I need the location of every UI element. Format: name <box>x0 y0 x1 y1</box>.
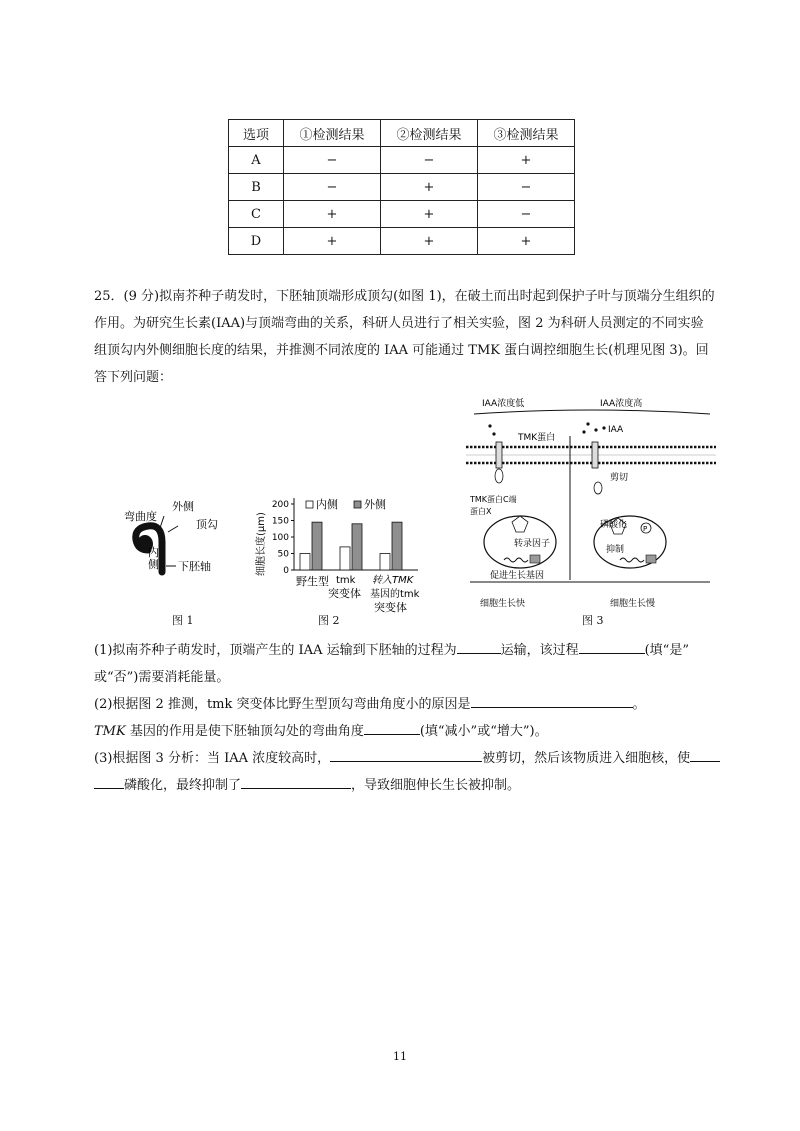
table-cell: + <box>478 147 575 174</box>
bar-inner <box>300 554 310 571</box>
sub-question-2-cont: TMK 基因的作用是使下胚轴顶勾处的弯曲角度 (填“减小”或“增大”)。 <box>94 718 734 745</box>
category-label: 转入TMK <box>372 575 414 586</box>
label-cterm: TMK蛋白C端 <box>470 495 517 504</box>
table-row <box>229 228 575 255</box>
sub-question-1: (1)拟南芥种子萌发时，顶端产生的 IAA 运输到下胚轴的过程为 运输，该过程 (填“是” <box>94 637 734 664</box>
label-hook: 顶勾 <box>196 518 218 531</box>
figure-1 <box>118 498 248 578</box>
label-promote: 促进生长基因 <box>490 571 545 581</box>
figure-2-caption: 图 2 <box>318 614 340 627</box>
label-phos: 磷酸化 <box>600 520 628 530</box>
table-cell: D <box>229 228 284 255</box>
table-cell: + <box>478 228 575 255</box>
options-table <box>228 119 575 255</box>
table-cell: + <box>284 201 381 228</box>
table-cell: C <box>229 201 284 228</box>
answer-blank[interactable] <box>579 639 645 654</box>
question-score: (9 分) <box>123 289 160 304</box>
question-number: 25． <box>94 289 124 304</box>
sub-question-3-cont: 磷酸化，最终抑制了 ，导致细胞伸长生长被抑制。 <box>94 772 734 799</box>
table-cell: + <box>284 228 381 255</box>
y-tick-label: 200 <box>271 500 289 510</box>
figure-3 <box>460 392 720 614</box>
legend-outer: 外侧 <box>364 498 386 511</box>
label-fast: 细胞生长快 <box>480 599 526 609</box>
answer-blank[interactable] <box>471 693 633 708</box>
bar-inner <box>380 554 390 571</box>
table-header-row <box>229 120 575 147</box>
table-cell: A <box>229 147 284 174</box>
table-cell: − <box>284 147 381 174</box>
y-ticks <box>272 500 294 576</box>
bar-outer <box>392 522 402 570</box>
category-label: 突变体 <box>374 601 407 614</box>
label-inner: 内 <box>148 546 159 559</box>
table-cell: − <box>381 147 478 174</box>
table-cell: + <box>381 201 478 228</box>
label-protx: 蛋白X <box>470 507 492 516</box>
y-tick-label: 0 <box>283 566 289 576</box>
category-label: 基因的tmk <box>370 589 420 600</box>
category-label: tmk <box>336 575 356 586</box>
bar-inner <box>340 547 350 570</box>
table-cell: − <box>478 174 575 201</box>
category-label: 突变体 <box>328 587 361 600</box>
stem-line: 组顶勾内外侧细胞长度的结果，并推测不同浓度的 IAA 可能通过 TMK 蛋白调控细胞生长(机理见图 3)。回 <box>94 343 709 358</box>
answer-blank[interactable] <box>457 639 501 654</box>
label-p: P <box>643 525 648 533</box>
category-label: 野生型 <box>296 575 329 588</box>
label-cut: 剪切 <box>610 473 629 483</box>
table-cell: B <box>229 174 284 201</box>
label-inner: 侧 <box>148 558 159 571</box>
table-row <box>229 201 575 228</box>
label-inhibit: 抑制 <box>606 545 625 555</box>
label-slow: 细胞生长慢 <box>610 599 656 609</box>
answer-blank[interactable] <box>330 747 482 762</box>
figure-2 <box>250 490 420 620</box>
table-cell: − <box>478 201 575 228</box>
stem-line: 拟南芥种子萌发时，下胚轴顶端形成顶勾(如图 1)，在破土而出时起到保护子叶与顶端分生组织的 <box>159 289 715 304</box>
label-tf: 转录因子 <box>514 539 551 549</box>
y-tick-label: 100 <box>271 533 289 543</box>
table-header: 选项 <box>229 120 284 147</box>
legend-outer-swatch <box>354 501 361 508</box>
table-row <box>229 147 575 174</box>
page-number: 11 <box>393 1050 407 1063</box>
label-iaa-low: IAA浓度低 <box>482 399 525 409</box>
figure-1-caption: 图 1 <box>172 614 194 627</box>
answer-blank[interactable] <box>241 774 351 789</box>
table-row <box>229 174 575 201</box>
table-cell: + <box>381 228 478 255</box>
bar-outer <box>312 522 322 570</box>
cell-length-chart <box>250 490 420 620</box>
question-stem <box>94 283 734 391</box>
sub-questions <box>94 637 734 799</box>
legend-inner: 内侧 <box>316 498 338 511</box>
stem-line: 作用。为研究生长素(IAA)与顶端弯曲的关系，科研人员进行了相关实验，图 2 为科研人员测定的不同实验 <box>94 316 704 331</box>
bar-outer <box>352 524 362 570</box>
legend-inner-swatch <box>306 501 313 508</box>
table-cell: + <box>381 174 478 201</box>
sub-question-3: (3)根据图 3 分析：当 IAA 浓度较高时， 被剪切，然后该物质进入细胞核，使 <box>94 745 734 772</box>
gradient-bar <box>474 410 710 414</box>
bars <box>300 522 402 570</box>
label-iaa: IAA <box>608 425 624 435</box>
table-cell: − <box>284 174 381 201</box>
stem-line: 答下列问题： <box>94 370 173 385</box>
table-header: ②检测结果 <box>381 120 478 147</box>
sub-question-2: (2)根据图 2 推测，tmk 突变体比野生型顶勾弯曲角度小的原因是 。 <box>94 691 734 718</box>
label-tmk: TMK蛋白 <box>518 433 556 443</box>
label-hypocotyl: 下胚轴 <box>178 560 211 573</box>
y-axis-label: 细胞长度(μm) <box>256 512 267 576</box>
sub-question-1-cont: 或“否”)需要消耗能量。 <box>94 670 230 685</box>
label-bend: 弯曲度 <box>124 510 157 523</box>
label-iaa-high: IAA浓度高 <box>600 399 643 409</box>
y-tick-label: 50 <box>277 549 289 560</box>
mechanism-diagram <box>460 392 720 614</box>
answer-blank[interactable] <box>364 720 420 735</box>
y-tick-label: 150 <box>271 516 289 527</box>
answer-blank[interactable] <box>94 774 124 789</box>
seedling-diagram <box>118 498 248 578</box>
label-outer: 外侧 <box>172 500 194 513</box>
table-header: ③检测结果 <box>478 120 575 147</box>
answer-blank[interactable] <box>690 747 720 762</box>
figure-3-caption: 图 3 <box>582 614 604 627</box>
table-header: ①检测结果 <box>284 120 381 147</box>
